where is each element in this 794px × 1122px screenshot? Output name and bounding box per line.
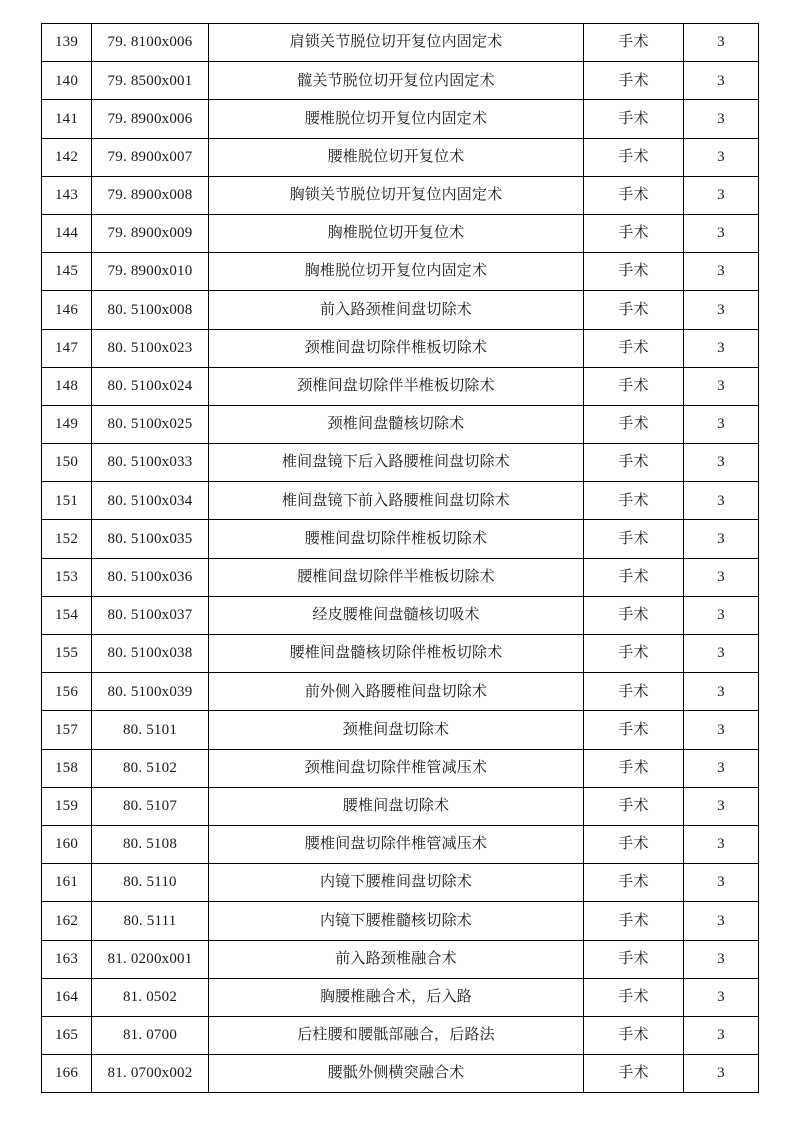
cell-sequence-number: 143 — [42, 176, 92, 214]
cell-procedure-code: 80. 5100x035 — [92, 520, 209, 558]
cell-category: 手术 — [584, 482, 684, 520]
cell-procedure-code: 80. 5100x033 — [92, 444, 209, 482]
cell-procedure-name: 腰椎脱位切开复位术 — [209, 138, 584, 176]
cell-category: 手术 — [584, 138, 684, 176]
procedure-code-table — [41, 23, 759, 1093]
table-row — [42, 444, 759, 482]
cell-level: 3 — [684, 711, 759, 749]
cell-procedure-code: 80. 5100x034 — [92, 482, 209, 520]
cell-sequence-number: 140 — [42, 62, 92, 100]
cell-category: 手术 — [584, 635, 684, 673]
cell-procedure-code: 79. 8900x008 — [92, 176, 209, 214]
cell-procedure-name: 腰骶外侧横突融合术 — [209, 1055, 584, 1093]
cell-category: 手术 — [584, 825, 684, 863]
cell-sequence-number: 161 — [42, 864, 92, 902]
cell-procedure-name: 前入路颈椎间盘切除术 — [209, 291, 584, 329]
cell-procedure-name: 前入路颈椎融合术 — [209, 940, 584, 978]
cell-procedure-code: 80. 5110 — [92, 864, 209, 902]
cell-category: 手术 — [584, 214, 684, 252]
cell-sequence-number: 163 — [42, 940, 92, 978]
cell-category: 手术 — [584, 558, 684, 596]
cell-level: 3 — [684, 444, 759, 482]
cell-sequence-number: 164 — [42, 978, 92, 1016]
procedure-code-table-container — [41, 23, 758, 1093]
cell-level: 3 — [684, 253, 759, 291]
cell-category: 手术 — [584, 673, 684, 711]
cell-procedure-code: 80. 5107 — [92, 787, 209, 825]
table-row — [42, 176, 759, 214]
cell-level: 3 — [684, 1055, 759, 1093]
cell-procedure-code: 80. 5100x036 — [92, 558, 209, 596]
cell-category: 手术 — [584, 253, 684, 291]
cell-procedure-name: 颈椎间盘切除伴椎板切除术 — [209, 329, 584, 367]
cell-procedure-name: 颈椎间盘切除伴半椎板切除术 — [209, 367, 584, 405]
cell-sequence-number: 142 — [42, 138, 92, 176]
cell-level: 3 — [684, 176, 759, 214]
cell-procedure-name: 内镜下腰椎间盘切除术 — [209, 864, 584, 902]
cell-procedure-code: 80. 5100x024 — [92, 367, 209, 405]
cell-procedure-name: 颈椎间盘髓核切除术 — [209, 405, 584, 443]
cell-sequence-number: 165 — [42, 1016, 92, 1054]
cell-sequence-number: 139 — [42, 24, 92, 62]
cell-sequence-number: 158 — [42, 749, 92, 787]
cell-sequence-number: 149 — [42, 405, 92, 443]
cell-procedure-name: 后柱腰和腰骶部融合，后路法 — [209, 1016, 584, 1054]
table-row — [42, 787, 759, 825]
cell-procedure-code: 79. 8900x007 — [92, 138, 209, 176]
cell-procedure-name: 腰椎间盘切除伴椎板切除术 — [209, 520, 584, 558]
cell-level: 3 — [684, 329, 759, 367]
cell-level: 3 — [684, 749, 759, 787]
table-row — [42, 864, 759, 902]
cell-category: 手术 — [584, 864, 684, 902]
table-row — [42, 62, 759, 100]
cell-procedure-name: 胸椎脱位切开复位内固定术 — [209, 253, 584, 291]
cell-level: 3 — [684, 405, 759, 443]
cell-category: 手术 — [584, 596, 684, 634]
table-row — [42, 749, 759, 787]
cell-procedure-name: 椎间盘镜下前入路腰椎间盘切除术 — [209, 482, 584, 520]
cell-category: 手术 — [584, 711, 684, 749]
cell-sequence-number: 156 — [42, 673, 92, 711]
cell-procedure-name: 腰椎间盘切除伴椎管减压术 — [209, 825, 584, 863]
cell-procedure-name: 颈椎间盘切除术 — [209, 711, 584, 749]
table-row — [42, 711, 759, 749]
cell-level: 3 — [684, 825, 759, 863]
cell-sequence-number: 148 — [42, 367, 92, 405]
cell-sequence-number: 159 — [42, 787, 92, 825]
cell-procedure-name: 腰椎间盘切除术 — [209, 787, 584, 825]
cell-category: 手术 — [584, 367, 684, 405]
cell-procedure-code: 79. 8900x010 — [92, 253, 209, 291]
cell-category: 手术 — [584, 940, 684, 978]
cell-category: 手术 — [584, 405, 684, 443]
cell-level: 3 — [684, 1016, 759, 1054]
cell-procedure-code: 80. 5100x039 — [92, 673, 209, 711]
cell-level: 3 — [684, 482, 759, 520]
cell-category: 手术 — [584, 749, 684, 787]
cell-procedure-name: 椎间盘镜下后入路腰椎间盘切除术 — [209, 444, 584, 482]
cell-procedure-code: 80. 5108 — [92, 825, 209, 863]
table-body — [42, 24, 759, 1093]
cell-procedure-name: 经皮腰椎间盘髓核切吸术 — [209, 596, 584, 634]
table-row — [42, 596, 759, 634]
cell-procedure-code: 80. 5100x008 — [92, 291, 209, 329]
cell-category: 手术 — [584, 1055, 684, 1093]
table-row — [42, 482, 759, 520]
cell-procedure-name: 腰椎间盘切除伴半椎板切除术 — [209, 558, 584, 596]
table-row — [42, 635, 759, 673]
cell-sequence-number: 150 — [42, 444, 92, 482]
table-row — [42, 558, 759, 596]
table-row — [42, 405, 759, 443]
cell-level: 3 — [684, 978, 759, 1016]
cell-sequence-number: 147 — [42, 329, 92, 367]
cell-sequence-number: 152 — [42, 520, 92, 558]
cell-category: 手术 — [584, 787, 684, 825]
cell-procedure-code: 79. 8100x006 — [92, 24, 209, 62]
cell-level: 3 — [684, 673, 759, 711]
table-row — [42, 1055, 759, 1093]
cell-procedure-name: 髋关节脱位切开复位内固定术 — [209, 62, 584, 100]
cell-level: 3 — [684, 100, 759, 138]
table-row — [42, 291, 759, 329]
cell-category: 手术 — [584, 1016, 684, 1054]
cell-procedure-code: 81. 0700 — [92, 1016, 209, 1054]
cell-procedure-code: 81. 0502 — [92, 978, 209, 1016]
cell-level: 3 — [684, 367, 759, 405]
cell-level: 3 — [684, 596, 759, 634]
cell-procedure-name: 前外侧入路腰椎间盘切除术 — [209, 673, 584, 711]
cell-category: 手术 — [584, 329, 684, 367]
cell-level: 3 — [684, 138, 759, 176]
cell-procedure-code: 80. 5100x023 — [92, 329, 209, 367]
cell-procedure-name: 颈椎间盘切除伴椎管减压术 — [209, 749, 584, 787]
cell-procedure-name: 内镜下腰椎髓核切除术 — [209, 902, 584, 940]
cell-sequence-number: 166 — [42, 1055, 92, 1093]
table-row — [42, 673, 759, 711]
cell-sequence-number: 153 — [42, 558, 92, 596]
cell-sequence-number: 151 — [42, 482, 92, 520]
table-row — [42, 214, 759, 252]
cell-procedure-code: 80. 5111 — [92, 902, 209, 940]
cell-sequence-number: 155 — [42, 635, 92, 673]
table-row — [42, 825, 759, 863]
cell-sequence-number: 160 — [42, 825, 92, 863]
cell-category: 手术 — [584, 444, 684, 482]
cell-procedure-code: 80. 5102 — [92, 749, 209, 787]
table-row — [42, 1016, 759, 1054]
cell-level: 3 — [684, 62, 759, 100]
table-row — [42, 100, 759, 138]
table-row — [42, 978, 759, 1016]
cell-sequence-number: 141 — [42, 100, 92, 138]
table-row — [42, 367, 759, 405]
cell-level: 3 — [684, 24, 759, 62]
cell-procedure-name: 肩锁关节脱位切开复位内固定术 — [209, 24, 584, 62]
cell-procedure-code: 81. 0700x002 — [92, 1055, 209, 1093]
cell-level: 3 — [684, 291, 759, 329]
cell-sequence-number: 145 — [42, 253, 92, 291]
cell-procedure-code: 79. 8500x001 — [92, 62, 209, 100]
table-row — [42, 902, 759, 940]
table-row — [42, 520, 759, 558]
table-row — [42, 253, 759, 291]
cell-level: 3 — [684, 940, 759, 978]
table-row — [42, 940, 759, 978]
cell-procedure-name: 腰椎间盘髓核切除伴椎板切除术 — [209, 635, 584, 673]
cell-sequence-number: 144 — [42, 214, 92, 252]
cell-level: 3 — [684, 864, 759, 902]
cell-procedure-code: 79. 8900x006 — [92, 100, 209, 138]
cell-category: 手术 — [584, 176, 684, 214]
cell-level: 3 — [684, 787, 759, 825]
cell-category: 手术 — [584, 62, 684, 100]
cell-sequence-number: 157 — [42, 711, 92, 749]
cell-level: 3 — [684, 558, 759, 596]
cell-procedure-name: 胸腰椎融合术，后入路 — [209, 978, 584, 1016]
cell-procedure-name: 胸椎脱位切开复位术 — [209, 214, 584, 252]
cell-procedure-name: 胸锁关节脱位切开复位内固定术 — [209, 176, 584, 214]
table-row — [42, 138, 759, 176]
cell-procedure-code: 80. 5101 — [92, 711, 209, 749]
cell-category: 手术 — [584, 291, 684, 329]
cell-level: 3 — [684, 520, 759, 558]
cell-category: 手术 — [584, 100, 684, 138]
cell-category: 手术 — [584, 978, 684, 1016]
cell-sequence-number: 154 — [42, 596, 92, 634]
cell-sequence-number: 162 — [42, 902, 92, 940]
cell-procedure-name: 腰椎脱位切开复位内固定术 — [209, 100, 584, 138]
cell-level: 3 — [684, 902, 759, 940]
table-row — [42, 329, 759, 367]
cell-procedure-code: 80. 5100x037 — [92, 596, 209, 634]
cell-level: 3 — [684, 635, 759, 673]
table-row — [42, 24, 759, 62]
cell-sequence-number: 146 — [42, 291, 92, 329]
cell-procedure-code: 79. 8900x009 — [92, 214, 209, 252]
cell-category: 手术 — [584, 520, 684, 558]
cell-level: 3 — [684, 214, 759, 252]
cell-category: 手术 — [584, 24, 684, 62]
cell-procedure-code: 80. 5100x025 — [92, 405, 209, 443]
cell-procedure-code: 80. 5100x038 — [92, 635, 209, 673]
cell-procedure-code: 81. 0200x001 — [92, 940, 209, 978]
cell-category: 手术 — [584, 902, 684, 940]
